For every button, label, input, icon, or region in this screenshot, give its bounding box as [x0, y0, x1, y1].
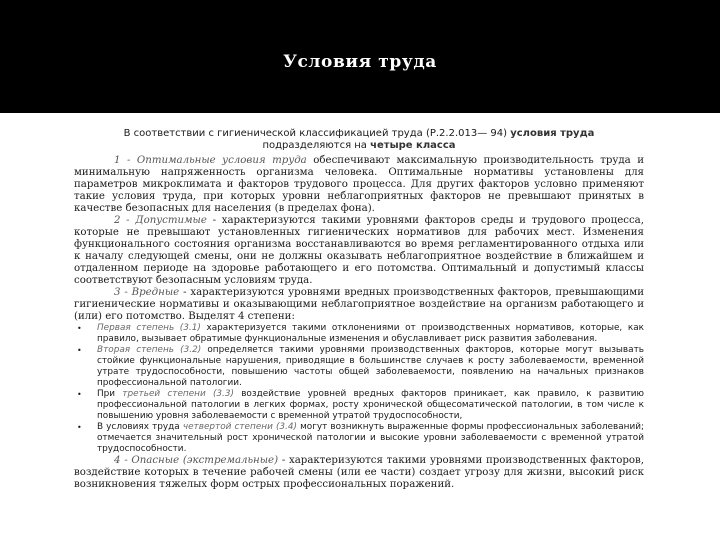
bullet-icon: • [77, 346, 82, 355]
class-1-name: 1 - Оптимальные условия труда [114, 155, 307, 166]
title-bar [0, 0, 720, 113]
list-item [74, 345, 644, 389]
degree-text: определяется такими уровнями производственных факторов, которые могут вызывать стойкие функциональные нарушения, приводящие в большинстве случаев к росту заболеваемости, временной утрате трудоспособности, повышению частоты общей заболеваемости, появлению на начальных признаков профессиональной патологии. [97, 345, 644, 388]
intro-text-2: подразделяются на [262, 140, 367, 151]
intro-paragraph [74, 128, 644, 152]
slide-body [74, 128, 644, 491]
degree-name: Первая степень (3.1) [97, 323, 201, 333]
degree-list [74, 323, 644, 455]
bullet-icon: • [77, 390, 82, 399]
slide-title: Условия труда [283, 52, 437, 72]
intro-emphasis-conditions: условия труда [510, 128, 595, 139]
degree-text: характеризуется такими отклонениями от производственных нормативов, которые, как правило, вызывает обратимые функциональные изменения и обуславливает риск развития заболевания. [97, 323, 644, 344]
class-3-paragraph [74, 287, 644, 323]
class-2-text: - характеризуются такими уровнями факторов среды и трудового процесса, которые не превышают установленных гигиенических нормативов для рабочих мест. Изменения функционального состояния организма восстанавливаются во время регламентированного отдыха или к началу следующей смены, они не должны оказывать неблагоприятное воздействие в ближайшем и отдаленном периоде на здоровье работающего и его потомства. Оптимальный и допустимый классы соответствуют безопасным условиям труда. [74, 215, 644, 286]
bullet-icon: • [77, 423, 82, 432]
class-3-text: - характеризуются уровнями вредных производственных факторов, превышающими гигиенические нормативы и оказывающими неблагоприятное воздействие на организм работающего и (или) его потомство. Выделят 4 степени: [74, 287, 644, 322]
list-item [74, 323, 644, 345]
degree-name: четвертой степени (3.4) [182, 422, 297, 432]
degree-text: воздействие уровней вредных факторов приникает, как правило, к развитию профессиональной патологии в легких формах, росту хронической общесоматической патологии, в том числе к повышению уровня заболеваемости с временной утратой трудоспособности, [97, 389, 645, 421]
class-1-paragraph [74, 155, 644, 215]
list-item: • В условиях труда четвертой степени (3.4) могут возникнуть выраженные формы профессиональных заболеваний; отмечается значительный рост хронической патологии и высокие уровни заболеваемости с временной утратой трудоспособности. [77, 422, 645, 454]
degree-name: третьей степени (3.3) [122, 389, 234, 399]
intro-emphasis-classes: четыре класса [370, 140, 456, 151]
class-3-name: 3 - Вредные [114, 287, 180, 298]
class-2-name: 2 - Допустимые [114, 215, 207, 226]
class-4-text: - характеризуются такими уровнями производственных факторов, воздействие которых в течение рабочей смены (или ее части) создает угрозу для жизни, высокий риск возникновения тяжелых форм острых профессиональных поражений. [74, 455, 644, 490]
class-4-paragraph [74, 455, 644, 491]
class-1-text: обеспечивают максимальную производительность труда и минимальную напряженность организма человека. Оптимальные нормативы установлены для параметров микроклимата и факторов трудового процесса. Для других факторов условно применяют такие условия труда, при которых уровни неблагоприятных факторов не превышают принятых в качестве безопасных для населения (в пределах фона). [74, 155, 644, 214]
intro-text: В соответствии с гигиенической классификацией труда (Р.2.2.013— 94) [123, 128, 508, 139]
degree-text: могут возникнуть выраженные формы профессиональных заболеваний; отмечается значительный рост хронической патологии и высокие уровни заболеваемости с временной утратой трудоспособности. [97, 422, 645, 454]
bullet-icon: • [77, 324, 82, 333]
class-2-paragraph [74, 215, 644, 287]
list-item: • При третьей степени (3.3) воздействие уровней вредных факторов приникает, как правило, к развитию профессиональной патологии в легких формах, росту хронической общесоматической патологии, в том числе к повышению уровня заболеваемости с временной утратой трудоспособности, [77, 389, 645, 421]
degree-name: Вторая степень (3.2) [97, 345, 202, 355]
class-4-name: 4 - Опасные (экстремальные) [114, 455, 279, 466]
